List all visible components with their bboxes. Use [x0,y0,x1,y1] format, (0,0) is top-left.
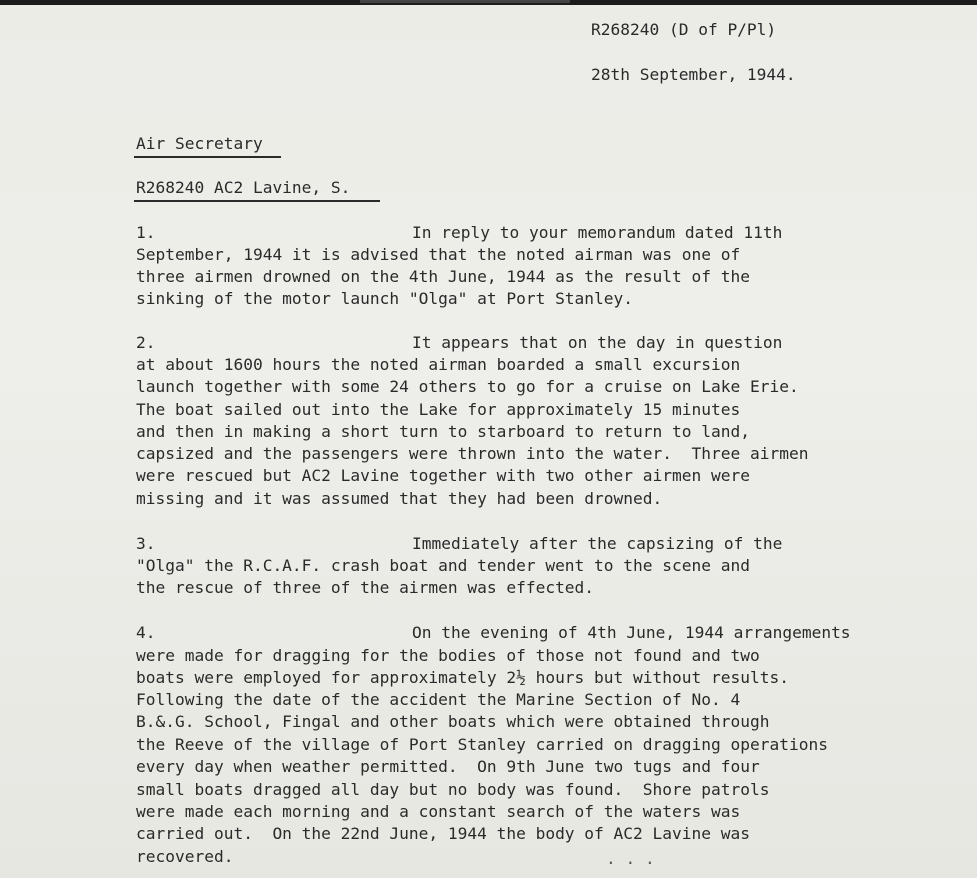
addressee: Air Secretary [136,134,263,153]
paragraph-3-line-1: Immediately after the capsizing of the [412,534,783,553]
paragraph-4-line-6: the Reeve of the village of Port Stanley carried on dragging operations [136,735,828,754]
paragraph-4-line-4: Following the date of the accident the Marine Section of No. 4 [136,690,741,709]
paragraph-4-line-2: were made for dragging for the bodies of those not found and two [136,646,760,665]
paragraph-4-line-8: small boats dragged all day but no body was found. Shore patrols [136,780,770,799]
subject-underline [134,200,380,202]
scan-top-mark [360,0,570,3]
paragraph-1-line-1: In reply to your memorandum dated 11th [412,223,783,242]
paragraph-2-line-7: were rescued but AC2 Lavine together with two other airmen were [136,466,750,485]
paragraph-4-line-3: boats were employed for approximately 2½ hours but without results. [136,668,789,687]
paragraph-1-number: 1. [136,223,156,242]
paragraph-3-line-2: "Olga" the R.C.A.F. crash boat and tender went to the scene and [136,556,750,575]
paragraph-2-line-8: missing and it was assumed that they had been drowned. [136,489,663,508]
addressee-underline [134,156,281,158]
paragraph-4-line-1: On the evening of 4th June, 1944 arrangements [412,623,851,642]
paragraph-2-line-6: capsized and the passengers were thrown into the water. Three airmen [136,444,809,463]
continuation-mark: . . . [606,849,655,868]
paragraph-4-line-10: carried out. On the 22nd June, 1944 the body of AC2 Lavine was [136,824,750,843]
paragraph-4-number: 4. [136,623,156,642]
paragraph-1-line-4: sinking of the motor launch "Olga" at Port Stanley. [136,289,634,308]
paragraph-4-line-9: were made each morning and a constant search of the waters was [136,802,741,821]
paragraph-2-line-2: at about 1600 hours the noted airman boarded a small excursion [136,355,741,374]
paragraph-1-line-2: September, 1944 it is advised that the noted airman was one of [136,245,741,264]
paragraph-4-line-7: every day when weather permitted. On 9th June two tugs and four [136,757,760,776]
reference-number: R268240 (D of P/Pl) [591,20,777,39]
paragraph-4-line-11: recovered. [136,847,234,866]
subject-line: R268240 AC2 Lavine, S. [136,178,351,197]
paragraph-3-line-3: the rescue of three of the airmen was effected. [136,578,595,597]
paragraph-4-line-5: B.&.G. School, Fingal and other boats which were obtained through [136,712,770,731]
paragraph-2-line-1: It appears that on the day in question [412,333,783,352]
paragraph-1-line-3: three airmen drowned on the 4th June, 1944 as the result of the [136,267,750,286]
paragraph-2-number: 2. [136,333,156,352]
paragraph-2-line-3: launch together with some 24 others to go for a cruise on Lake Erie. [136,377,799,396]
letter-date: 28th September, 1944. [591,65,796,84]
paragraph-2-line-5: and then in making a short turn to starboard to return to land, [136,422,750,441]
paragraph-2-line-4: The boat sailed out into the Lake for approximately 15 minutes [136,400,741,419]
paragraph-3-number: 3. [136,534,156,553]
